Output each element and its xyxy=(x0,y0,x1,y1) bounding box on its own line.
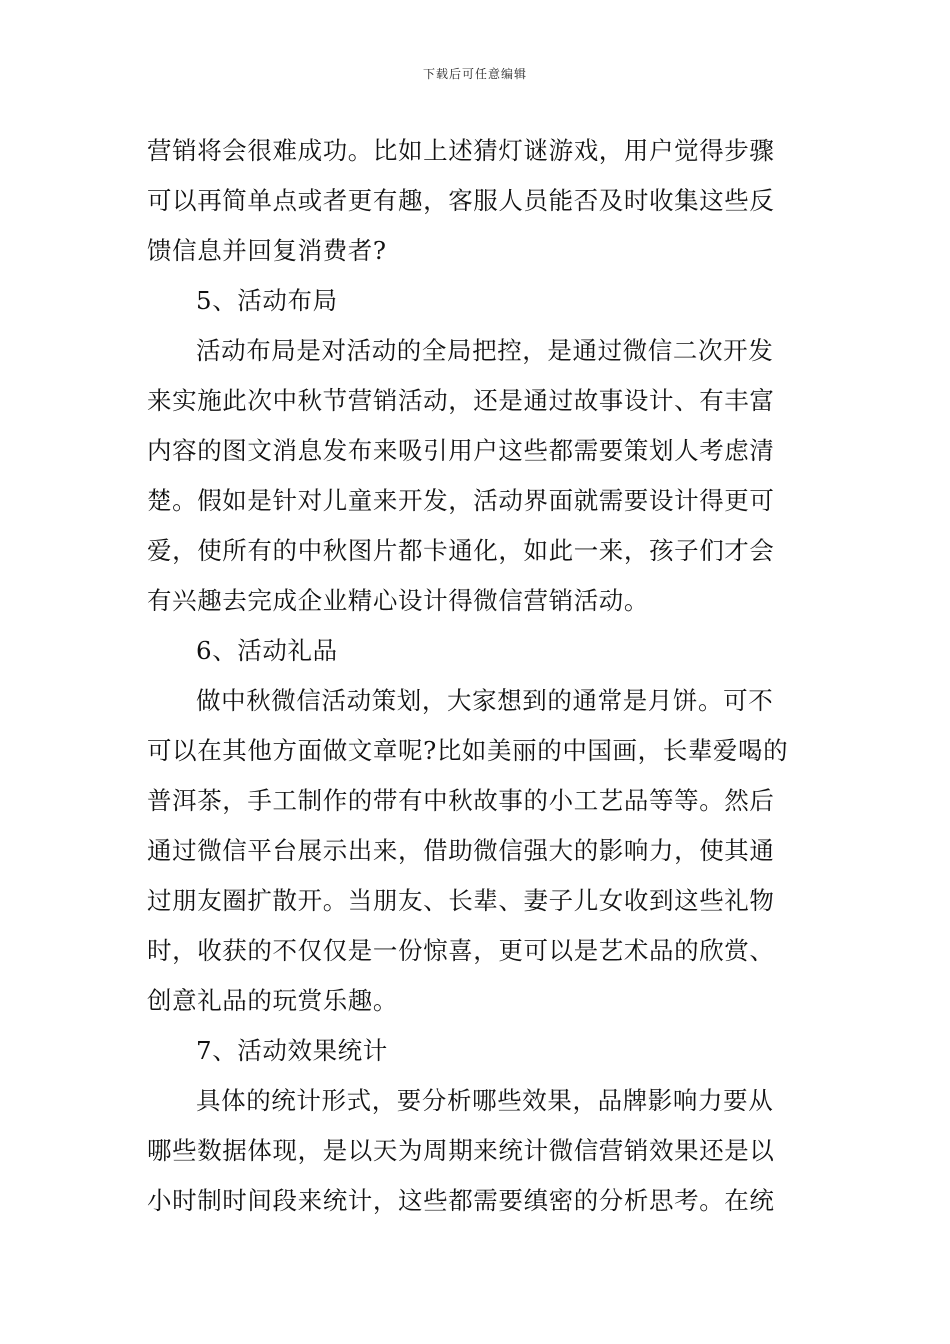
section-heading-5: 5、活动布局 xyxy=(196,286,338,315)
text-line: 爱，使所有的中秋图片都卡通化，如此一来，孩子们才会 xyxy=(147,536,775,565)
text-line: 普洱茶，手工制作的带有中秋故事的小工艺品等等。然后 xyxy=(147,786,775,815)
text-line: 过朋友圈扩散开。当朋友、长辈、妻子儿女收到这些礼物 xyxy=(147,886,775,915)
text-line: 营销将会很难成功。比如上述猜灯谜游戏，用户觉得步骤 xyxy=(147,136,775,165)
text-line: 可以在其他方面做文章呢?比如美丽的中国画，长辈爱喝的 xyxy=(147,736,789,765)
text-line: 通过微信平台展示出来，借助微信强大的影响力，使其通 xyxy=(147,836,775,865)
text-line: 时，收获的不仅仅是一份惊喜，更可以是艺术品的欣赏、 xyxy=(147,936,775,965)
text-line: 内容的图文消息发布来吸引用户这些都需要策划人考虑清 xyxy=(147,436,775,465)
text-line: 楚。假如是针对儿童来开发，活动界面就需要设计得更可 xyxy=(147,486,775,515)
section-heading-6: 6、活动礼品 xyxy=(196,636,338,665)
text-line: 馈信息并回复消费者? xyxy=(147,236,387,265)
section-heading-7: 7、活动效果统计 xyxy=(196,1036,388,1065)
text-line: 可以再简单点或者更有趣，客服人员能否及时收集这些反 xyxy=(147,186,775,215)
document-body xyxy=(147,126,807,1226)
text-line: 具体的统计形式，要分析哪些效果，品牌影响力要从 xyxy=(196,1086,774,1115)
text-line: 哪些数据体现，是以天为周期来统计微信营销效果还是以 xyxy=(147,1136,775,1165)
text-line: 活动布局是对活动的全局把控，是通过微信二次开发 xyxy=(196,336,774,365)
text-line: 小时制时间段来统计，这些都需要缜密的分析思考。在统 xyxy=(147,1186,775,1215)
text-line: 做中秋微信活动策划，大家想到的通常是月饼。可不 xyxy=(196,686,774,715)
page-header: 下载后可任意编辑 xyxy=(422,67,527,81)
text-line: 创意礼品的玩赏乐趣。 xyxy=(147,986,398,1015)
text-line: 有兴趣去完成企业精心设计得微信营销活动。 xyxy=(147,586,649,615)
text-line: 来实施此次中秋节营销活动，还是通过故事设计、有丰富 xyxy=(147,386,775,415)
